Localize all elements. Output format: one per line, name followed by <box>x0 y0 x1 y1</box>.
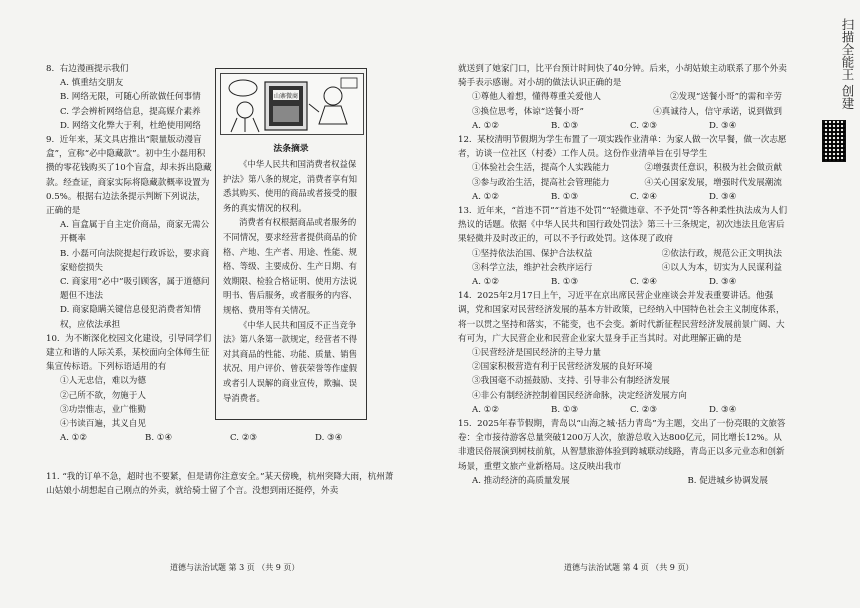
cartoon-image <box>220 73 364 135</box>
q13-choice-c: C. ②④ <box>630 277 658 288</box>
q15-choice-a: A. 推动经济的高质量发展 <box>472 475 570 486</box>
law-title: 法条摘录 <box>273 144 309 154</box>
q14-item-3: ③我国毫不动摇鼓励、支持、引导非公有制经济发展 <box>472 376 670 387</box>
q12-choices <box>458 190 788 204</box>
q13-choices <box>458 275 788 289</box>
cartoon-drawing <box>221 74 363 134</box>
q11-choice-b: B. ①③ <box>551 120 579 131</box>
q14-choice-a: A. ①② <box>472 404 500 415</box>
q13-choice-a: A. ①② <box>472 277 500 288</box>
q8-option-a: A. 慎重结交朋友 <box>60 78 124 89</box>
q15-choice-b: B. 促进城乡协调发展 <box>687 475 768 486</box>
q13-item-4: ④以人为本，切实为人民谋利益 <box>661 262 782 273</box>
q12-item-2: ②增强责任意识，积极为社会做贡献 <box>644 163 782 174</box>
q11-choice-c: C. ②③ <box>630 120 658 131</box>
q11-items-row-1 <box>458 90 788 104</box>
q11-continued: 就送到了她家门口，比平台预计时间快了40分钟。后来，小胡姑娘主动联系了那个外卖骑手表示感谢。对小胡的做法认识正确的是 <box>458 64 787 89</box>
q9-option-a: A. 盲盒属于自主定价商品，商家无需公开概率 <box>60 220 210 245</box>
q10-choice-d: D. ③④ <box>315 433 343 444</box>
q8-option-b: B. 网络无限，可随心所欲做任何事情 <box>60 92 201 103</box>
q10-choice-a: A. ①② <box>60 433 88 444</box>
q10-stem: 10. 为不断深化校园文化建设，引导同学们建立和谐的人际关系，某校面向全体师生征集宣传标语。下列标语适用的有 <box>46 333 212 373</box>
q11-items-row-2 <box>458 105 788 119</box>
q14-item-4: ④非公有制经济控制着国民经济命脉，决定经济发展方向 <box>472 390 687 401</box>
q11-stem: 11. “我的订单不急，超时也不要紧，但是请你注意安全。”某天傍晚，杭州突降大雨，杭州萧山姑娘小胡想起自己刚点的外卖，就给骑士留了个言。没想到雨还挺停，外卖 <box>46 472 394 497</box>
right-column <box>458 62 788 488</box>
q11-item-1: ①尊他人着想，懂得尊重关爱他人 <box>472 92 601 103</box>
q9-stem: 9. 近年来，某文具店推出“限量版动漫盲盒”，宣称“必中隐藏款”。初中生小磊用积攒的零花钱购买了10个盲盒，却未拆出隐藏款。经查证，商家实际将隐藏款概率设置为0.5%。根据右边法条提示判断下列说法，正确的是 <box>46 135 212 217</box>
q12-items-row-1 <box>458 161 788 175</box>
q15-stem: 15. 2025年春节假期，青岛以“山海之城·括力青岛”为主题，交出了一份亮眼的文旅答卷：全市接待游客总量突破1200万人次，旅游总收入达800亿元，同比增长12%。从非遗民俗展演到树枝前航，从智慧旅游体验到跨城联动线路，青岛正以多元业态和创新场景，重塑文旅产业新格局。这反映出我市 <box>458 419 786 472</box>
q9-option-d: D. 商家隐瞒关键信息侵犯消费者知情权，应依法承担 <box>60 305 201 330</box>
q10-item-3: ③功崇惟志，业广惟勤 <box>60 404 146 415</box>
law-paragraph-1: 《中华人民共和国消费者权益保护法》第八条的规定，消费者享有知悉其购买、使用的商品或者接受的服务的真实情况的权利。 <box>223 159 357 213</box>
scanner-watermark: 扫描全能王 创建 <box>840 18 855 110</box>
q10-choice-b: B. ①④ <box>145 433 173 444</box>
footer-page-3: 道德与法治试题 第 3 页 （共 9 页） <box>170 563 300 572</box>
q11-item-3: ③换位思考，体谅“送餐小哥” <box>472 106 584 117</box>
q10-item-2: ②己所不欲，勿施于人 <box>60 390 146 401</box>
law-text <box>223 157 361 405</box>
q13-items-row-2 <box>458 261 788 275</box>
q14-choice-b: B. ①③ <box>551 404 579 415</box>
q14-choices <box>458 403 788 417</box>
q10-item-1: ①人无忠信，难以为德 <box>60 376 146 387</box>
law-paragraph-3: 《中华人民共和国反不正当竞争法》第八条第一款规定，经营者不得对其商品的性能、功能、质量、销售状况、用户评价、曾获荣誉等作虚假或者引人误解的商业宣传，欺骗、误导消费者。 <box>223 319 357 403</box>
q9-option-c: C. 商家用“必中”吸引顾客，属于道德问题但不违法 <box>60 277 210 302</box>
q14-choice-d: D. ③④ <box>709 404 737 415</box>
q13-items-row-1 <box>458 247 788 261</box>
q14-choice-c: C. ②③ <box>630 404 658 415</box>
q13-item-3: ③科学立法，维护社会秩序运行 <box>472 262 593 273</box>
q12-item-4: ④关心国家发展，增强时代发展潮流 <box>644 177 782 188</box>
q11-item-4: ④真诚待人，信守承诺，说到做到 <box>653 106 782 117</box>
q8-option-d: D. 网络文化弊大于利，杜绝使用网络 <box>60 120 201 131</box>
q12-item-1: ①体验社会生活，提高个人实践能力 <box>472 163 610 174</box>
q12-choice-c: C. ②④ <box>630 191 658 202</box>
q15-choices <box>458 474 788 488</box>
footer-page-4: 道德与法治试题 第 4 页 （共 9 页） <box>564 563 694 572</box>
q12-choice-a: A. ①② <box>472 191 500 202</box>
q12-choice-b: B. ①③ <box>551 191 579 202</box>
qr-code-icon <box>822 120 846 162</box>
q10-choices <box>46 431 400 445</box>
q14-item-1: ①民营经济是国民经济的主导力量 <box>472 348 601 359</box>
q12-items-row-2 <box>458 176 788 190</box>
q11-item-2: ②发现“送餐小哥”的需和辛劳 <box>670 92 782 103</box>
q13-stem: 13. 近年来，“首违不罚”“首违不处罚”“轻微违章、不予处罚”等各种柔性执法成为人们热议的话题。依据《中华人民共和国行政处罚法》第三十三条规定，初次违法且危害后果轻微并及时改正的，可以不予行政处罚。这体现了政府 <box>458 206 788 245</box>
q9-option-b: B. 小磊可向法院提起行政诉讼，要求商家赔偿损失 <box>60 248 210 273</box>
q13-item-1: ①坚持依法治国、保护合法权益 <box>472 248 593 259</box>
q14-stem: 14. 2025年2月17日上午，习近平在京出席民营企业座谈会并发表重要讲话。他强调，党和国家对民营经济发展的基本方针政策，已经纳入中国特色社会主义制度体系，将一以贯之坚持和落实，不能变，也不会变。新时代新征程民营经济发展前景广阔、大有可为，广大民营企业和民营企业家大显身手正当其时。对此理解正确的是 <box>458 291 785 344</box>
q12-item-3: ③参与政治生活，提高社会管理能力 <box>472 177 610 188</box>
q12-stem: 12. 某校清明节假期为学生布置了一项实践作业清单：为家人做一次早餐，做一次志愿者，访谈一位社区（村委）工作人员。这份作业清单旨在引导学生 <box>458 135 787 160</box>
cartoon-sign-text: 山寨微商 <box>273 93 299 100</box>
q11-choice-a: A. ①② <box>472 120 500 131</box>
q13-choice-b: B. ①③ <box>551 277 579 288</box>
q11-choice-d: D. ③④ <box>709 120 737 131</box>
law-excerpt-box <box>215 68 367 420</box>
q10-choice-c: C. ②③ <box>230 433 258 444</box>
q13-choice-d: D. ③④ <box>709 277 737 288</box>
q13-item-2: ②依法行政，规范公正文明执法 <box>661 248 782 259</box>
q14-item-2: ②国家积极营造有利于民营经济发展的良好环境 <box>472 362 653 373</box>
q12-choice-d: D. ③④ <box>709 191 737 202</box>
q10-item-4: ④书读百遍，其义自见 <box>60 419 146 430</box>
q8-option-c: C. 学会辨析网络信息，提高媒介素养 <box>60 106 201 117</box>
q8-stem: 8. 右边漫画提示我们 <box>46 64 129 74</box>
law-paragraph-2: 消费者有权根据商品或者服务的不同情况，要求经营者提供商品的价格、产地、生产者、用途、性能、规格、等级、主要成份、生产日期、有效期限、检验合格证明、使用方法说明书、售后服务，或者服务的内容、规格、费用等有关情况。 <box>223 217 357 315</box>
q11-choices <box>458 119 788 133</box>
